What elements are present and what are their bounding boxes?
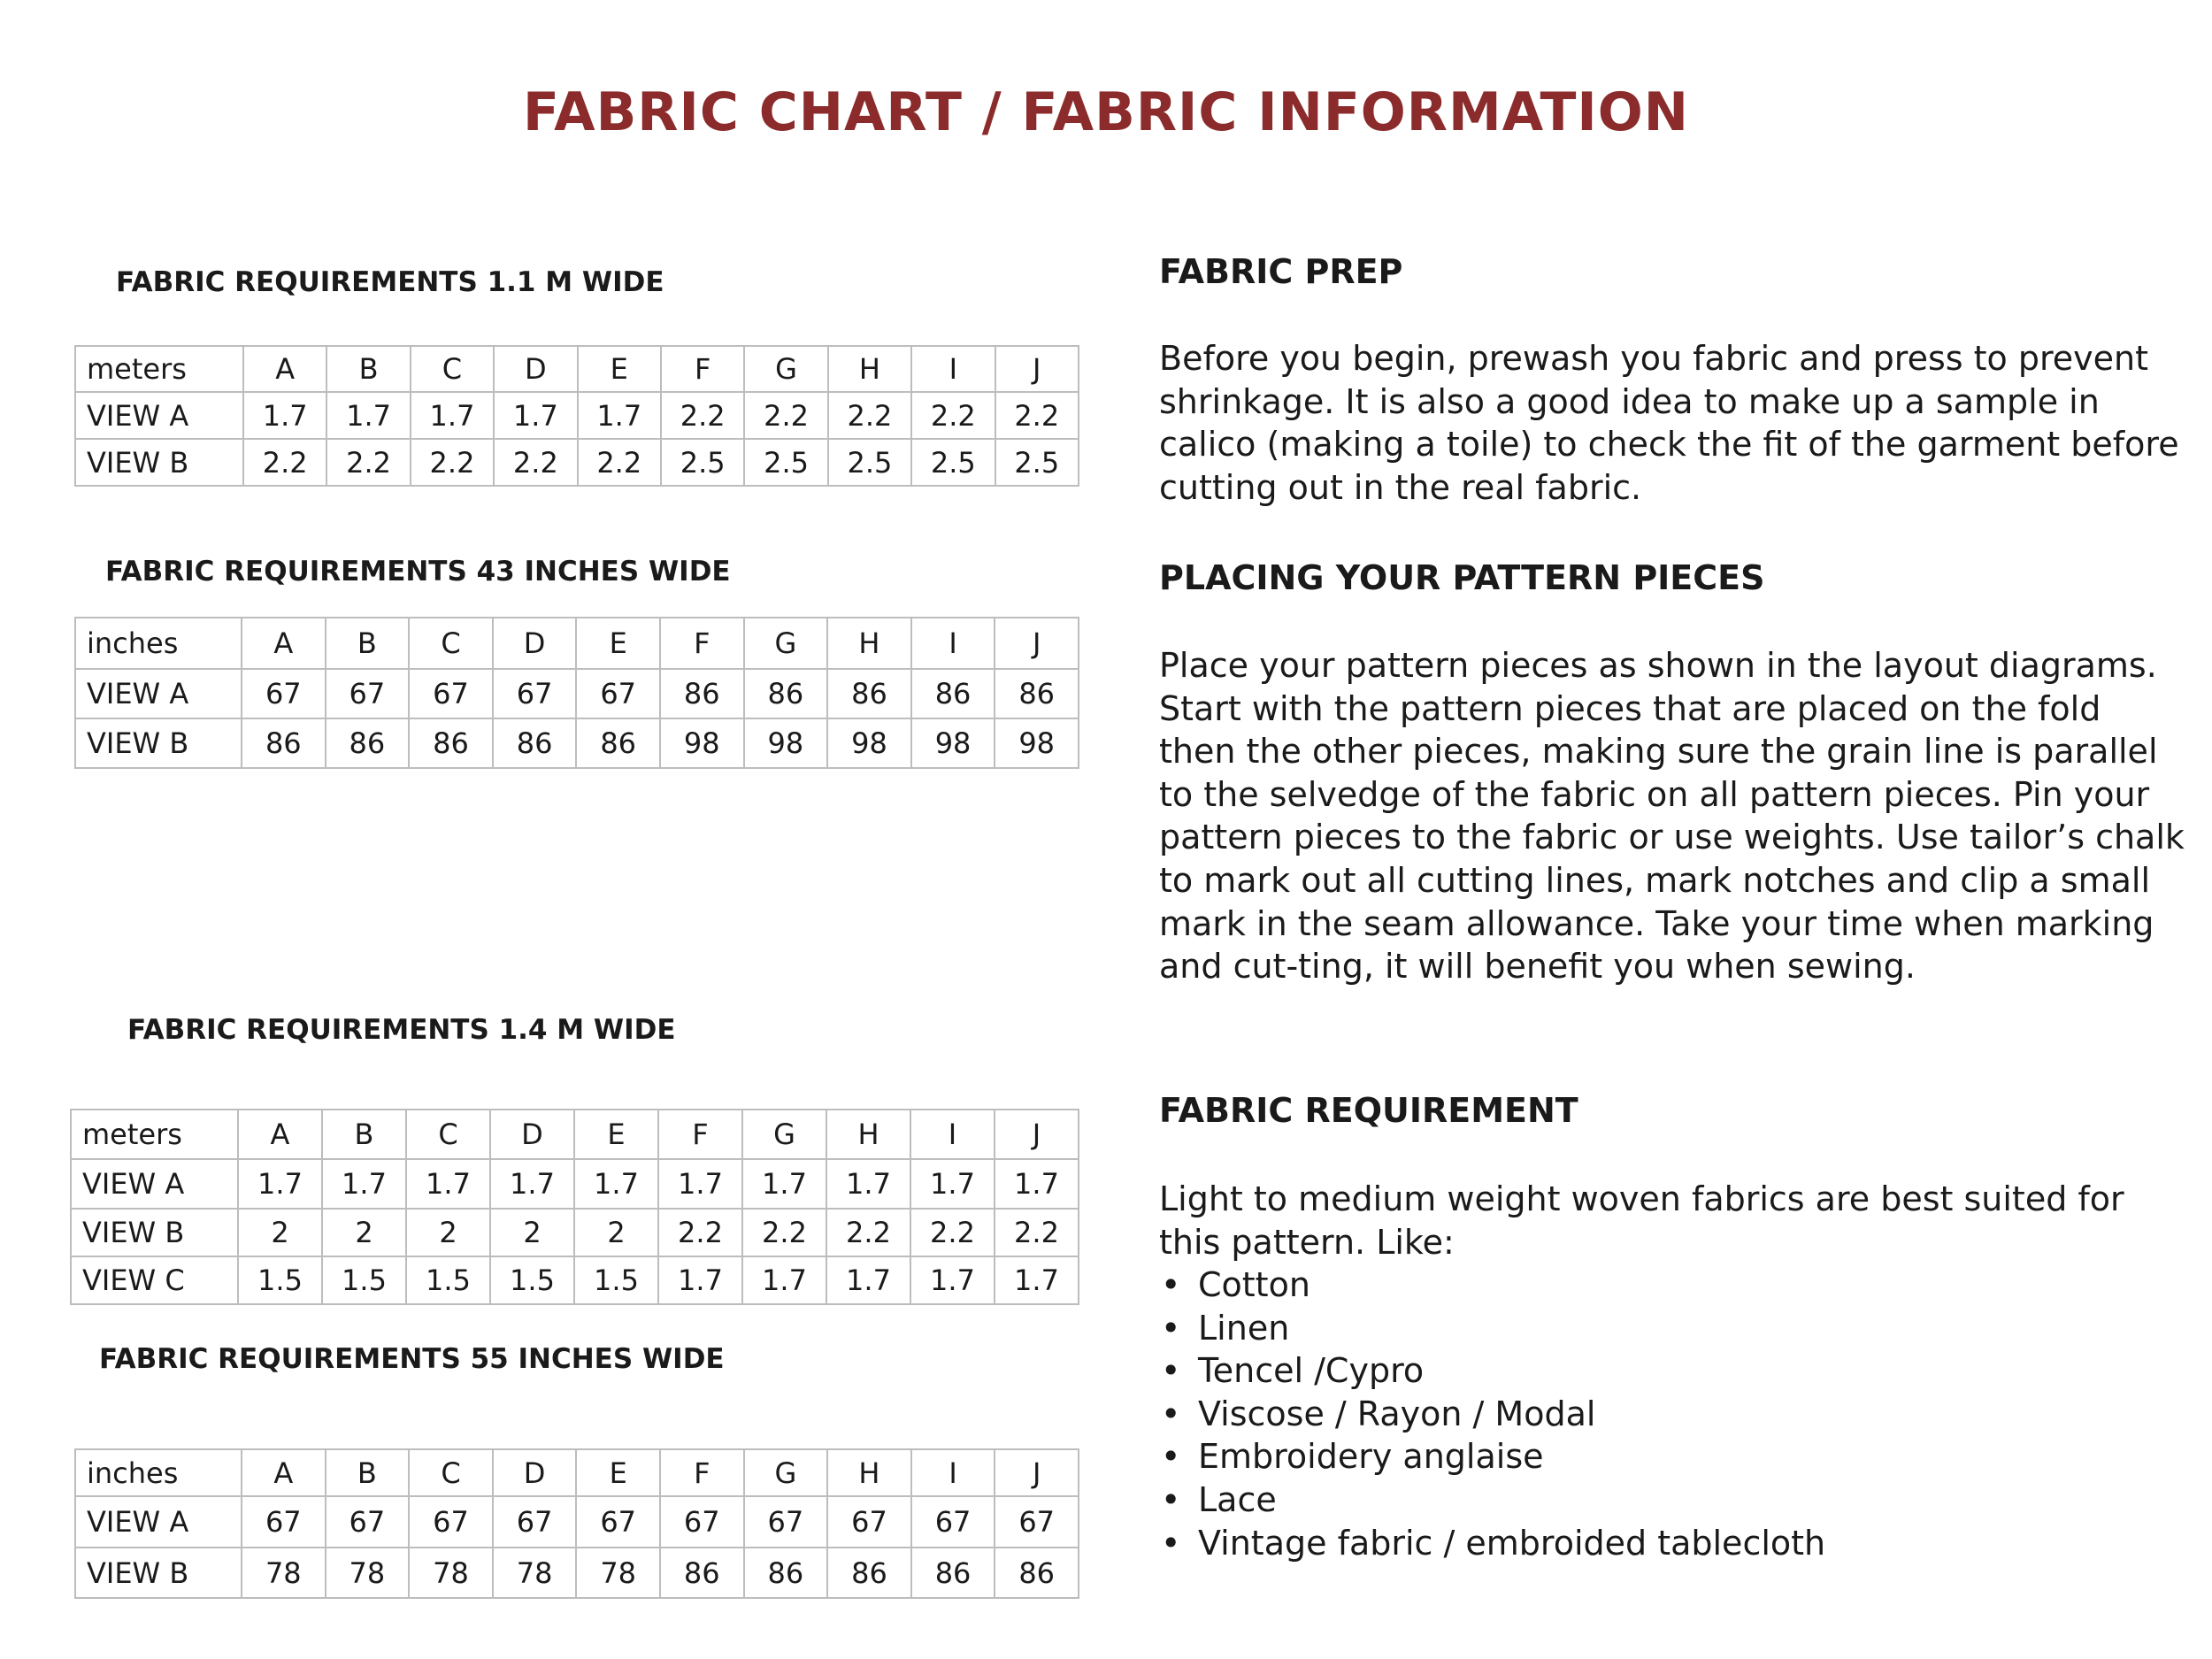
table-cell: 2.2 xyxy=(243,439,326,486)
table-cell: 98 xyxy=(995,718,1079,768)
column-header: B xyxy=(326,618,410,669)
table-cell: 2 xyxy=(406,1209,490,1256)
row-label: VIEW A xyxy=(75,669,242,718)
table-cell: 86 xyxy=(660,1548,744,1598)
table-cell: 86 xyxy=(326,718,410,768)
column-header: G xyxy=(744,346,827,392)
list-item-text: Cotton xyxy=(1198,1265,1310,1304)
table-cell: 2 xyxy=(574,1209,658,1256)
column-header: D xyxy=(493,1449,577,1496)
table-row xyxy=(75,1548,1079,1598)
column-header: D xyxy=(493,618,577,669)
column-header: D xyxy=(490,1110,574,1159)
table-cell: 1.7 xyxy=(243,392,326,439)
column-header: E xyxy=(576,1449,660,1496)
list-item xyxy=(1159,1307,2185,1350)
table-cell: 1.7 xyxy=(494,392,577,439)
table-cell: 67 xyxy=(827,1496,911,1548)
table-row xyxy=(71,1209,1079,1256)
list-item-text: Linen xyxy=(1198,1308,1290,1348)
table-cell: 1.7 xyxy=(658,1159,742,1209)
list-item-text: Embroidery anglaise xyxy=(1198,1437,1544,1477)
column-header: A xyxy=(238,1110,322,1159)
column-header: I xyxy=(911,346,995,392)
list-item xyxy=(1159,1393,2185,1436)
unit-cell: meters xyxy=(71,1110,238,1159)
table-cell: 2.5 xyxy=(661,439,744,486)
table-cell: 2.2 xyxy=(661,392,744,439)
column-header: C xyxy=(409,618,493,669)
table-3-heading: FABRIC REQUIREMENTS 1.4 M WIDE xyxy=(127,1014,676,1046)
table-cell: 2 xyxy=(322,1209,406,1256)
list-item xyxy=(1159,1349,2185,1393)
column-header: G xyxy=(744,1449,828,1496)
column-header: E xyxy=(574,1110,658,1159)
table-cell: 1.5 xyxy=(406,1256,490,1304)
table-cell: 67 xyxy=(242,669,326,718)
table-cell: 86 xyxy=(827,669,911,718)
unit-cell: inches xyxy=(75,618,242,669)
table-cell: 86 xyxy=(576,718,660,768)
column-header: C xyxy=(411,346,494,392)
table-cell: 1.7 xyxy=(826,1159,910,1209)
table-cell: 2.5 xyxy=(828,439,911,486)
column-header: B xyxy=(322,1110,406,1159)
list-item xyxy=(1159,1435,2185,1479)
table-cell: 2.2 xyxy=(995,1209,1079,1256)
table-row xyxy=(75,669,1079,718)
table-cell: 2.2 xyxy=(995,392,1079,439)
fabric-list xyxy=(1159,1263,2185,1564)
table-cell: 2.2 xyxy=(742,1209,826,1256)
table-cell: 86 xyxy=(995,669,1079,718)
table-header-row xyxy=(75,346,1079,392)
table-cell: 1.7 xyxy=(658,1256,742,1304)
table-cell: 1.7 xyxy=(574,1159,658,1209)
column-header: H xyxy=(826,1110,910,1159)
table-cell: 67 xyxy=(242,1496,326,1548)
table-cell: 2.2 xyxy=(910,1209,995,1256)
table-cell: 2.2 xyxy=(494,439,577,486)
fabric-table-1 xyxy=(74,345,1079,487)
table-cell: 86 xyxy=(827,1548,911,1598)
table-cell: 86 xyxy=(242,718,326,768)
bullet: • xyxy=(1161,1265,1181,1304)
table-row xyxy=(71,1256,1079,1304)
table-cell: 78 xyxy=(576,1548,660,1598)
table-cell: 1.7 xyxy=(322,1159,406,1209)
column-header: J xyxy=(995,346,1079,392)
row-label: VIEW B xyxy=(75,718,242,768)
table-cell: 86 xyxy=(660,669,744,718)
table-cell: 1.7 xyxy=(406,1159,490,1209)
bullet: • xyxy=(1161,1479,1181,1519)
row-label: VIEW A xyxy=(75,1496,242,1548)
column-header: F xyxy=(661,346,744,392)
table-cell: 1.7 xyxy=(995,1159,1079,1209)
table-cell: 67 xyxy=(576,1496,660,1548)
row-label: VIEW A xyxy=(71,1159,238,1209)
table-cell: 98 xyxy=(744,718,828,768)
unit-cell: meters xyxy=(75,346,243,392)
bullet: • xyxy=(1161,1437,1181,1477)
table-2-heading: FABRIC REQUIREMENTS 43 INCHES WIDE xyxy=(105,556,731,588)
bullet: • xyxy=(1161,1394,1181,1433)
column-header: J xyxy=(995,1449,1079,1496)
list-item xyxy=(1159,1479,2185,1522)
table-cell: 1.7 xyxy=(910,1159,995,1209)
fabric-prep-heading: FABRIC PREP xyxy=(1159,252,1403,291)
placing-text: Place your pattern pieces as shown in the layout diagrams. Start with the pattern pieces that are placed on the fold then the other pieces, making sure the grain line is parallel to the selvedge of the fabric on all pattern pieces. Pin your pattern pieces to the fabric or use weights. Use tailor’s chalk to mark out all cutting lines, mark notches and clip a small mark in the seam allowance. Take your time when marking and cut-ting, it will benefit you when sewing. xyxy=(1159,646,2185,987)
column-header: A xyxy=(242,618,326,669)
table-cell: 86 xyxy=(911,669,995,718)
table-cell: 1.7 xyxy=(411,392,494,439)
table-4-heading: FABRIC REQUIREMENTS 55 INCHES WIDE xyxy=(99,1343,725,1375)
table-cell: 1.7 xyxy=(910,1256,995,1304)
table-cell: 2.2 xyxy=(411,439,494,486)
list-item xyxy=(1159,1522,2185,1565)
table-cell: 2.5 xyxy=(744,439,827,486)
table-cell: 86 xyxy=(911,1548,995,1598)
table-cell: 98 xyxy=(911,718,995,768)
column-header: H xyxy=(827,618,911,669)
column-header: E xyxy=(578,346,661,392)
column-header: G xyxy=(744,618,828,669)
table-header-row xyxy=(75,1449,1079,1496)
column-header: A xyxy=(242,1449,326,1496)
unit-cell: inches xyxy=(75,1449,242,1496)
table-cell: 1.7 xyxy=(578,392,661,439)
column-header: F xyxy=(660,618,744,669)
list-item-text: Vintage fabric / embroided tablecloth xyxy=(1198,1523,1826,1563)
table-header-row xyxy=(75,618,1079,669)
table-cell: 2.5 xyxy=(911,439,995,486)
table-cell: 67 xyxy=(911,1496,995,1548)
table-cell: 1.7 xyxy=(742,1159,826,1209)
table-cell: 1.7 xyxy=(995,1256,1079,1304)
table-cell: 78 xyxy=(409,1548,493,1598)
column-header: I xyxy=(910,1110,995,1159)
column-header: C xyxy=(409,1449,493,1496)
row-label: VIEW A xyxy=(75,392,243,439)
table-cell: 1.5 xyxy=(574,1256,658,1304)
requirement-intro: Light to medium weight woven fabrics are best suited for this pattern. Like: xyxy=(1159,1179,2124,1262)
table-cell: 1.7 xyxy=(238,1159,322,1209)
table-cell: 2.2 xyxy=(658,1209,742,1256)
column-header: B xyxy=(326,1449,410,1496)
column-header: C xyxy=(406,1110,490,1159)
column-header: H xyxy=(827,1449,911,1496)
column-header: H xyxy=(828,346,911,392)
column-header: D xyxy=(494,346,577,392)
table-cell: 67 xyxy=(995,1496,1079,1548)
row-label: VIEW B xyxy=(75,1548,242,1598)
column-header: I xyxy=(911,1449,995,1496)
table-cell: 1.5 xyxy=(322,1256,406,1304)
table-cell: 67 xyxy=(409,669,493,718)
column-header: J xyxy=(995,1110,1079,1159)
table-cell: 86 xyxy=(995,1548,1079,1598)
placing-heading: PLACING YOUR PATTERN PIECES xyxy=(1159,558,1765,597)
fabric-prep-text: Before you begin, prewash you fabric and press to prevent shrinkage. It is also a good idea to make up a sample in calico (making a toile) to check the fit of the garment before cutting out in the real fabric. xyxy=(1159,339,2179,507)
table-cell: 1.5 xyxy=(238,1256,322,1304)
bullet: • xyxy=(1161,1351,1181,1391)
table-1-heading: FABRIC REQUIREMENTS 1.1 M WIDE xyxy=(116,266,664,298)
column-header: B xyxy=(326,346,410,392)
table-row xyxy=(75,439,1079,486)
table-cell: 2 xyxy=(238,1209,322,1256)
column-header: I xyxy=(911,618,995,669)
table-cell: 1.7 xyxy=(490,1159,574,1209)
column-header: J xyxy=(995,618,1079,669)
page-title: FABRIC CHART / FABRIC INFORMATION xyxy=(523,81,1689,143)
fabric-table-3 xyxy=(70,1109,1079,1305)
list-item-text: Viscose / Rayon / Modal xyxy=(1198,1394,1596,1433)
table-cell: 98 xyxy=(660,718,744,768)
table-cell: 2.2 xyxy=(826,1209,910,1256)
table-cell: 86 xyxy=(744,1548,828,1598)
table-cell: 67 xyxy=(493,1496,577,1548)
table-cell: 98 xyxy=(827,718,911,768)
table-cell: 2.2 xyxy=(911,392,995,439)
table-cell: 86 xyxy=(409,718,493,768)
table-cell: 1.7 xyxy=(826,1256,910,1304)
table-cell: 2.2 xyxy=(828,392,911,439)
row-label: VIEW B xyxy=(75,439,243,486)
table-cell: 2.2 xyxy=(578,439,661,486)
column-header: E xyxy=(576,618,660,669)
table-cell: 67 xyxy=(660,1496,744,1548)
table-cell: 78 xyxy=(242,1548,326,1598)
row-label: VIEW B xyxy=(71,1209,238,1256)
table-cell: 67 xyxy=(409,1496,493,1548)
table-cell: 67 xyxy=(326,1496,410,1548)
table-row xyxy=(75,392,1079,439)
table-cell: 78 xyxy=(493,1548,577,1598)
column-header: G xyxy=(742,1110,826,1159)
list-item-text: Tencel /Cypro xyxy=(1198,1351,1425,1391)
table-cell: 2.2 xyxy=(326,439,410,486)
table-cell: 67 xyxy=(576,669,660,718)
table-cell: 1.5 xyxy=(490,1256,574,1304)
table-row xyxy=(75,718,1079,768)
table-cell: 2.5 xyxy=(995,439,1079,486)
column-header: F xyxy=(660,1449,744,1496)
bullet: • xyxy=(1161,1523,1181,1563)
column-header: F xyxy=(658,1110,742,1159)
row-label: VIEW C xyxy=(71,1256,238,1304)
table-cell: 86 xyxy=(744,669,828,718)
fabric-table-2 xyxy=(74,617,1079,769)
table-cell: 1.7 xyxy=(742,1256,826,1304)
table-cell: 67 xyxy=(326,669,410,718)
bullet: • xyxy=(1161,1308,1181,1348)
table-row xyxy=(71,1159,1079,1209)
list-item xyxy=(1159,1263,2185,1307)
table-header-row xyxy=(71,1110,1079,1159)
table-cell: 78 xyxy=(326,1548,410,1598)
table-cell: 1.7 xyxy=(326,392,410,439)
table-cell: 67 xyxy=(493,669,577,718)
table-cell: 67 xyxy=(744,1496,828,1548)
fabric-table-4 xyxy=(74,1448,1079,1599)
table-row xyxy=(75,1496,1079,1548)
column-header: A xyxy=(243,346,326,392)
table-cell: 2 xyxy=(490,1209,574,1256)
table-cell: 86 xyxy=(493,718,577,768)
requirement-heading: FABRIC REQUIREMENT xyxy=(1159,1091,1578,1130)
table-cell: 2.2 xyxy=(744,392,827,439)
list-item-text: Lace xyxy=(1198,1479,1277,1519)
